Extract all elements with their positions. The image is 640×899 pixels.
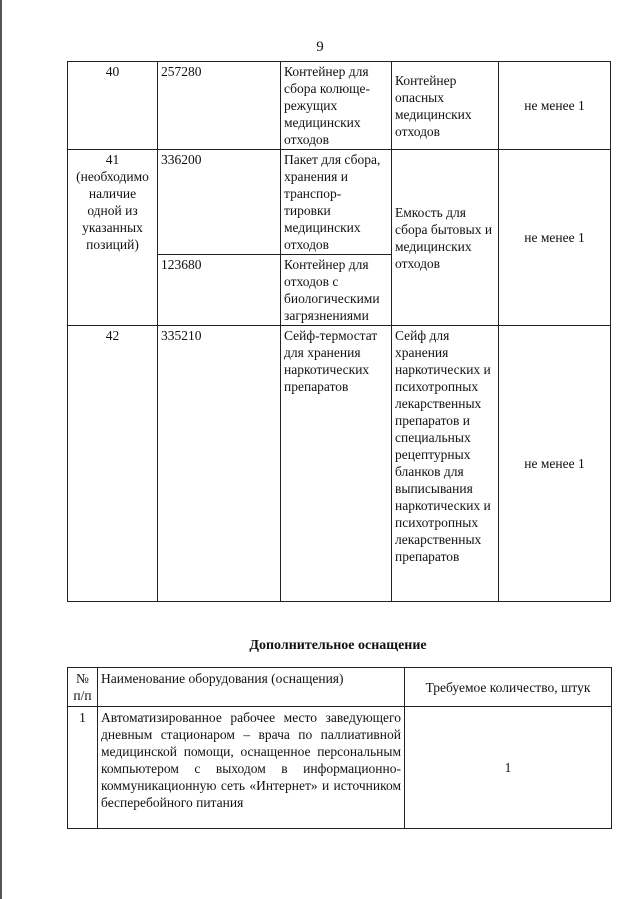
header-name: Наименование оборудования (оснащения) (98, 668, 405, 707)
table-row (68, 326, 611, 602)
item-quantity: не менее 1 (499, 326, 611, 602)
equipment-table (67, 61, 611, 602)
row-number: 1 (68, 707, 98, 829)
type-code: 123680 (158, 255, 281, 326)
header-number: № п/п (68, 668, 98, 707)
scan-edge (0, 0, 2, 899)
item-type: Контейнер опасных медицинских отходов (392, 62, 499, 150)
item-name: Пакет для сбора, хранения и транспор-тировки медицинских отходов (281, 150, 392, 255)
item-quantity: 1 (405, 707, 612, 829)
table-row (68, 62, 611, 150)
item-type: Емкость для сбора бытовых и медицинских отходов (392, 150, 499, 326)
table-header-row (68, 668, 612, 707)
page-number: 9 (316, 39, 324, 55)
header-quantity: Требуемое количество, штук (405, 668, 612, 707)
item-name: Сейф-термостат для хранения наркотических препаратов (281, 326, 392, 602)
type-code: 335210 (158, 326, 281, 602)
type-code: 257280 (158, 62, 281, 150)
item-name: Автоматизированное рабочее место заведующего дневным стационаром – врача по паллиативной медицинской помощи, оснащенное персональным компьютером с выходом в информационно-коммуникационную сеть «Интернет» и источником бесперебойного питания (98, 707, 405, 829)
item-type: Сейф для хранения наркотических и психотропных лекарственных препаратов и специальных рецептурных бланков для выписывания наркотических и психотропных лекарственных препаратов (392, 326, 499, 602)
item-quantity: не менее 1 (499, 62, 611, 150)
additional-equipment-table (67, 667, 612, 829)
section-title: Дополнительное оснащение (249, 638, 427, 653)
table-row (68, 150, 611, 255)
table-row (68, 707, 612, 829)
row-number: 42 (68, 326, 158, 602)
item-name: Контейнер для сбора колюще-режущих медицинских отходов (281, 62, 392, 150)
row-number: 40 (68, 62, 158, 150)
item-quantity: не менее 1 (499, 150, 611, 326)
type-code: 336200 (158, 150, 281, 255)
row-number: 41 (необходимо наличие одной из указанных позиций) (68, 150, 158, 326)
item-name: Контейнер для отходов с биологическими загрязнениями (281, 255, 392, 326)
